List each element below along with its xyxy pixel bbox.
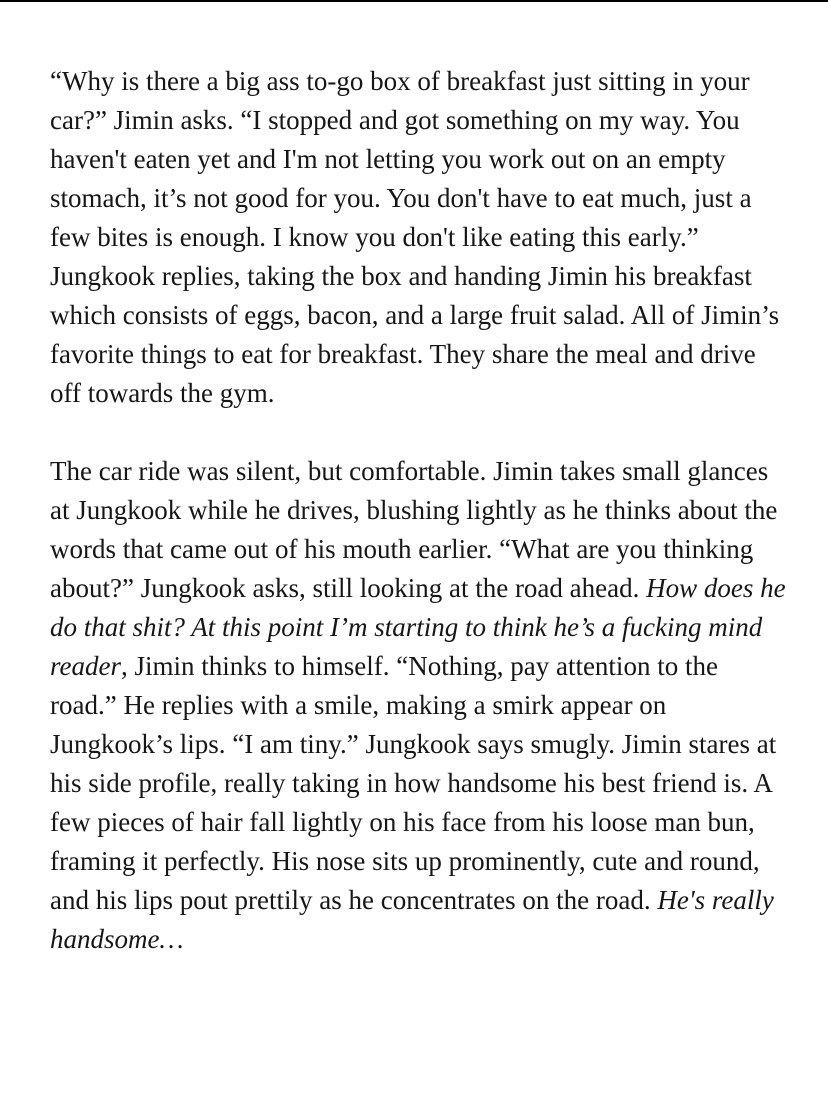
text-segment: , Jimin thinks to himself. “Nothing, pay attention to the road.” He replies with a smile, making a smirk appear on Jungkook’s lips. “I am tiny.” Jungkook says smugly. Jimin stares at his side profile, really taking in how handsome his best friend is. A few pieces of hair fall lightly on his face from his loose man bun, framing it perfectly. His nose sits up prominently, cute and round, and his lips pout prettily as he concentrates on the road. [50,651,777,915]
italic-thought-segment: He's really handsome… [50,885,774,954]
text-segment: The car ride was silent, but comfortable. Jimin takes small glances at Jungkook while he drives, blushing lightly as he thinks about the words that came out of his mouth earlier. “What are you thinking about?” Jungkook asks, still looking at the road ahead. [50,456,778,603]
paragraph-car-ride [50,452,790,959]
document-page [50,62,790,959]
italic-thought-segment: How does he do that shit? At this point I’m starting to think he’s a fucking mind reader [50,573,786,681]
text-segment: “Why is there a big ass to-go box of breakfast just sitting in your car?” Jimin asks. “I stopped and got something on my way. You haven't eaten yet and I'm not letting you work out on an empty stomach, it’s not good for you. You don't have to eat much, just a few bites is enough. I know you don't like eating this early.” Jungkook replies, taking the box and handing Jimin his breakfast which consists of eggs, bacon, and a large fruit salad. All of Jimin’s favorite things to eat for breakfast. They share the meal and drive off towards the gym. [50,66,780,408]
top-border [0,0,828,2]
paragraph-breakfast [50,62,790,413]
